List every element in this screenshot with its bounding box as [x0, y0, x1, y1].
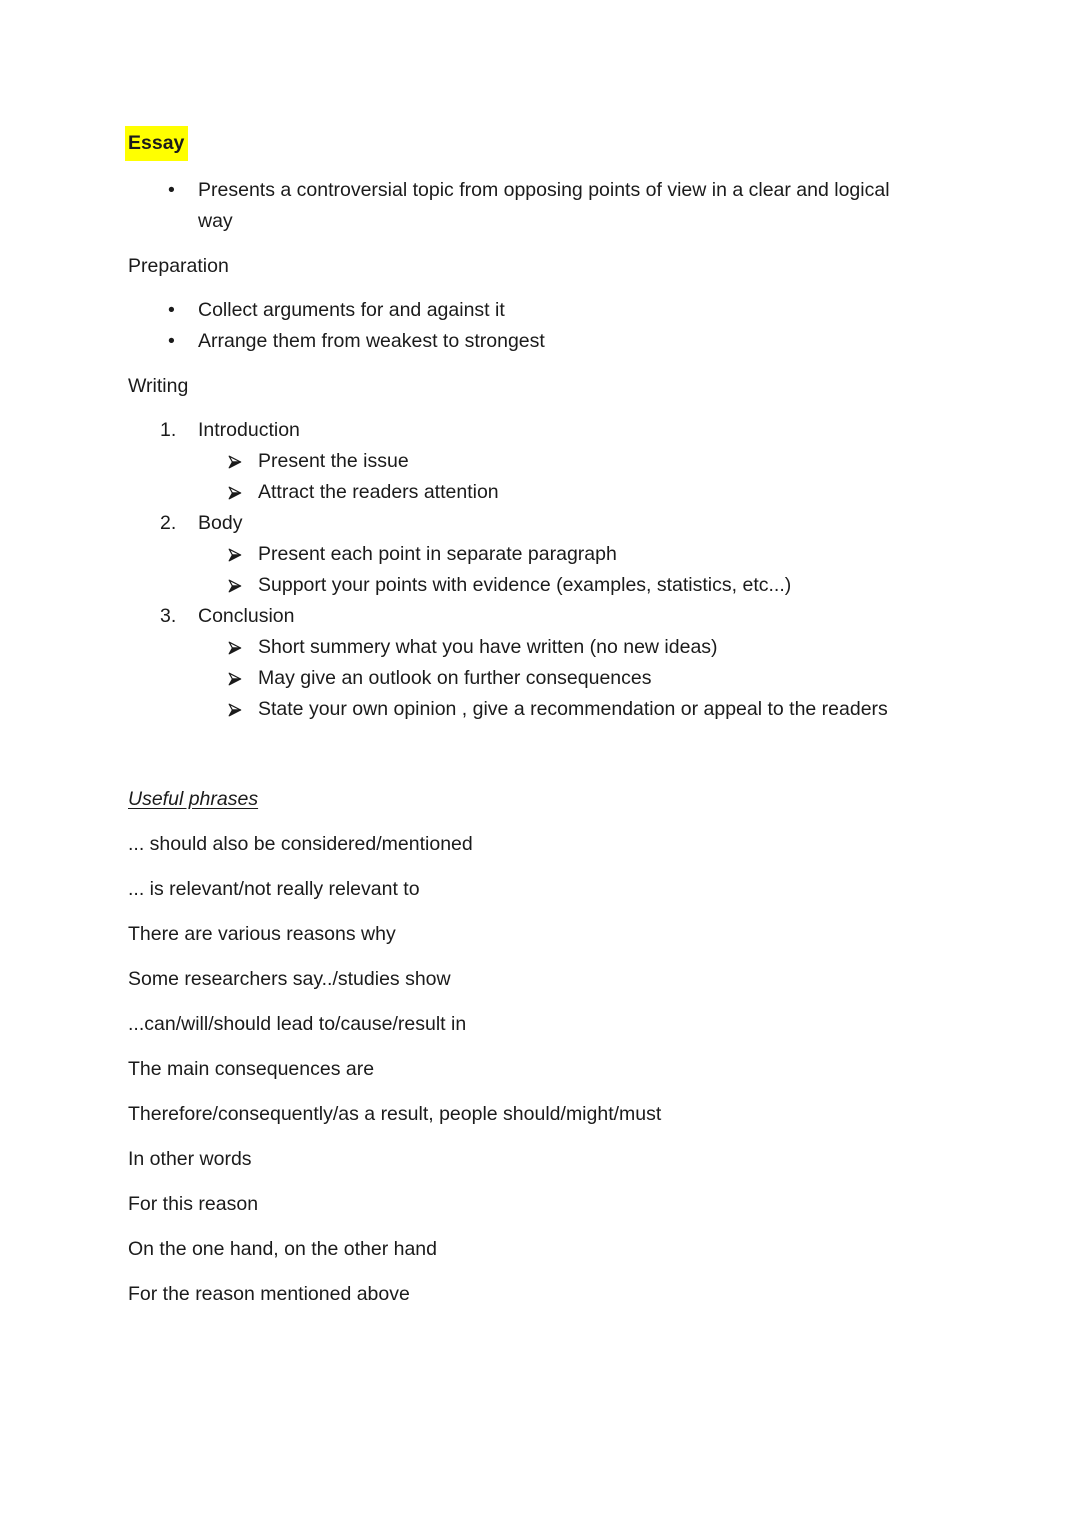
intro-bullet-line: Presents a controversial topic from opposing points of view in a clear and logical: [198, 179, 890, 201]
phrase-line: ... is relevant/not really relevant to: [128, 878, 420, 900]
phrase-line: Some researchers say../studies show: [128, 968, 451, 990]
step-point: Attract the readers attention: [258, 481, 499, 503]
intro-bullet-list: [128, 175, 952, 237]
preparation-bullet-list: [128, 295, 952, 357]
preparation-heading: Preparation: [128, 255, 229, 277]
step-point: Support your points with evidence (examples, statistics, etc...): [258, 574, 792, 596]
step-point: State your own opinion , give a recommendation or appeal to the readers: [258, 698, 888, 720]
step-point-item: [128, 632, 952, 663]
phrase-line: In other words: [128, 1148, 252, 1170]
arrow-bullet-icon: [228, 632, 258, 663]
writing-heading: Writing: [128, 375, 189, 397]
intro-bullet-text: [198, 175, 952, 237]
writing-numbered-list: [128, 415, 952, 725]
step-label: Conclusion: [198, 605, 295, 627]
bullet-icon: •: [168, 179, 175, 201]
bullet-icon: •: [168, 330, 175, 352]
list-item: [128, 175, 952, 237]
list-item: [128, 295, 952, 326]
useful-phrases-heading-text: Useful phrases: [128, 788, 259, 810]
phrase-line: ...can/will/should lead to/cause/result in: [128, 1013, 467, 1035]
phrase-line: There are various reasons why: [128, 923, 396, 945]
arrow-bullet-icon: [228, 446, 258, 477]
bullet-text: Collect arguments for and against it: [198, 299, 505, 321]
step-point-item: [128, 694, 952, 725]
arrow-bullet-icon: [228, 539, 258, 570]
arrow-bullet-icon: [228, 570, 258, 601]
bullet-text: Arrange them from weakest to strongest: [198, 330, 545, 352]
step-number: 3.: [160, 605, 177, 627]
title-line: [128, 126, 952, 161]
arrow-bullet-icon: [228, 694, 258, 725]
step-point-item: [128, 663, 952, 694]
step-point-item: [128, 539, 952, 570]
step-number: 2.: [160, 512, 177, 534]
step-label: Introduction: [198, 419, 300, 441]
step-point: Short summery what you have written (no new ideas): [258, 636, 718, 658]
phrase-line: The main consequences are: [128, 1058, 375, 1080]
step-point-item: [128, 570, 952, 601]
phrase-line: For this reason: [128, 1193, 259, 1215]
phrase-line: ... should also be considered/mentioned: [128, 833, 473, 855]
step-point-item: [128, 446, 952, 477]
useful-phrases-heading: [128, 783, 952, 815]
blank-line: [128, 738, 952, 783]
arrow-bullet-icon: [228, 477, 258, 508]
step-point: Present the issue: [258, 450, 409, 472]
bullet-icon: •: [168, 299, 175, 321]
phrase-line: For the reason mentioned above: [128, 1283, 410, 1305]
writing-step: [128, 415, 952, 446]
arrow-bullet-icon: [228, 663, 258, 694]
phrase-line: Therefore/consequently/as a result, people should/might/must: [128, 1103, 662, 1125]
writing-step: [128, 601, 952, 632]
intro-bullet-line: way: [198, 210, 233, 232]
step-label: Body: [198, 512, 243, 534]
phrase-line: On the one hand, on the other hand: [128, 1238, 438, 1260]
step-number: 1.: [160, 419, 177, 441]
writing-step: [128, 508, 952, 539]
step-point: Present each point in separate paragraph: [258, 543, 617, 565]
essay-title: Essay: [125, 126, 188, 161]
list-item: [128, 326, 952, 357]
step-point-item: [128, 477, 952, 508]
step-point: May give an outlook on further consequences: [258, 667, 652, 689]
